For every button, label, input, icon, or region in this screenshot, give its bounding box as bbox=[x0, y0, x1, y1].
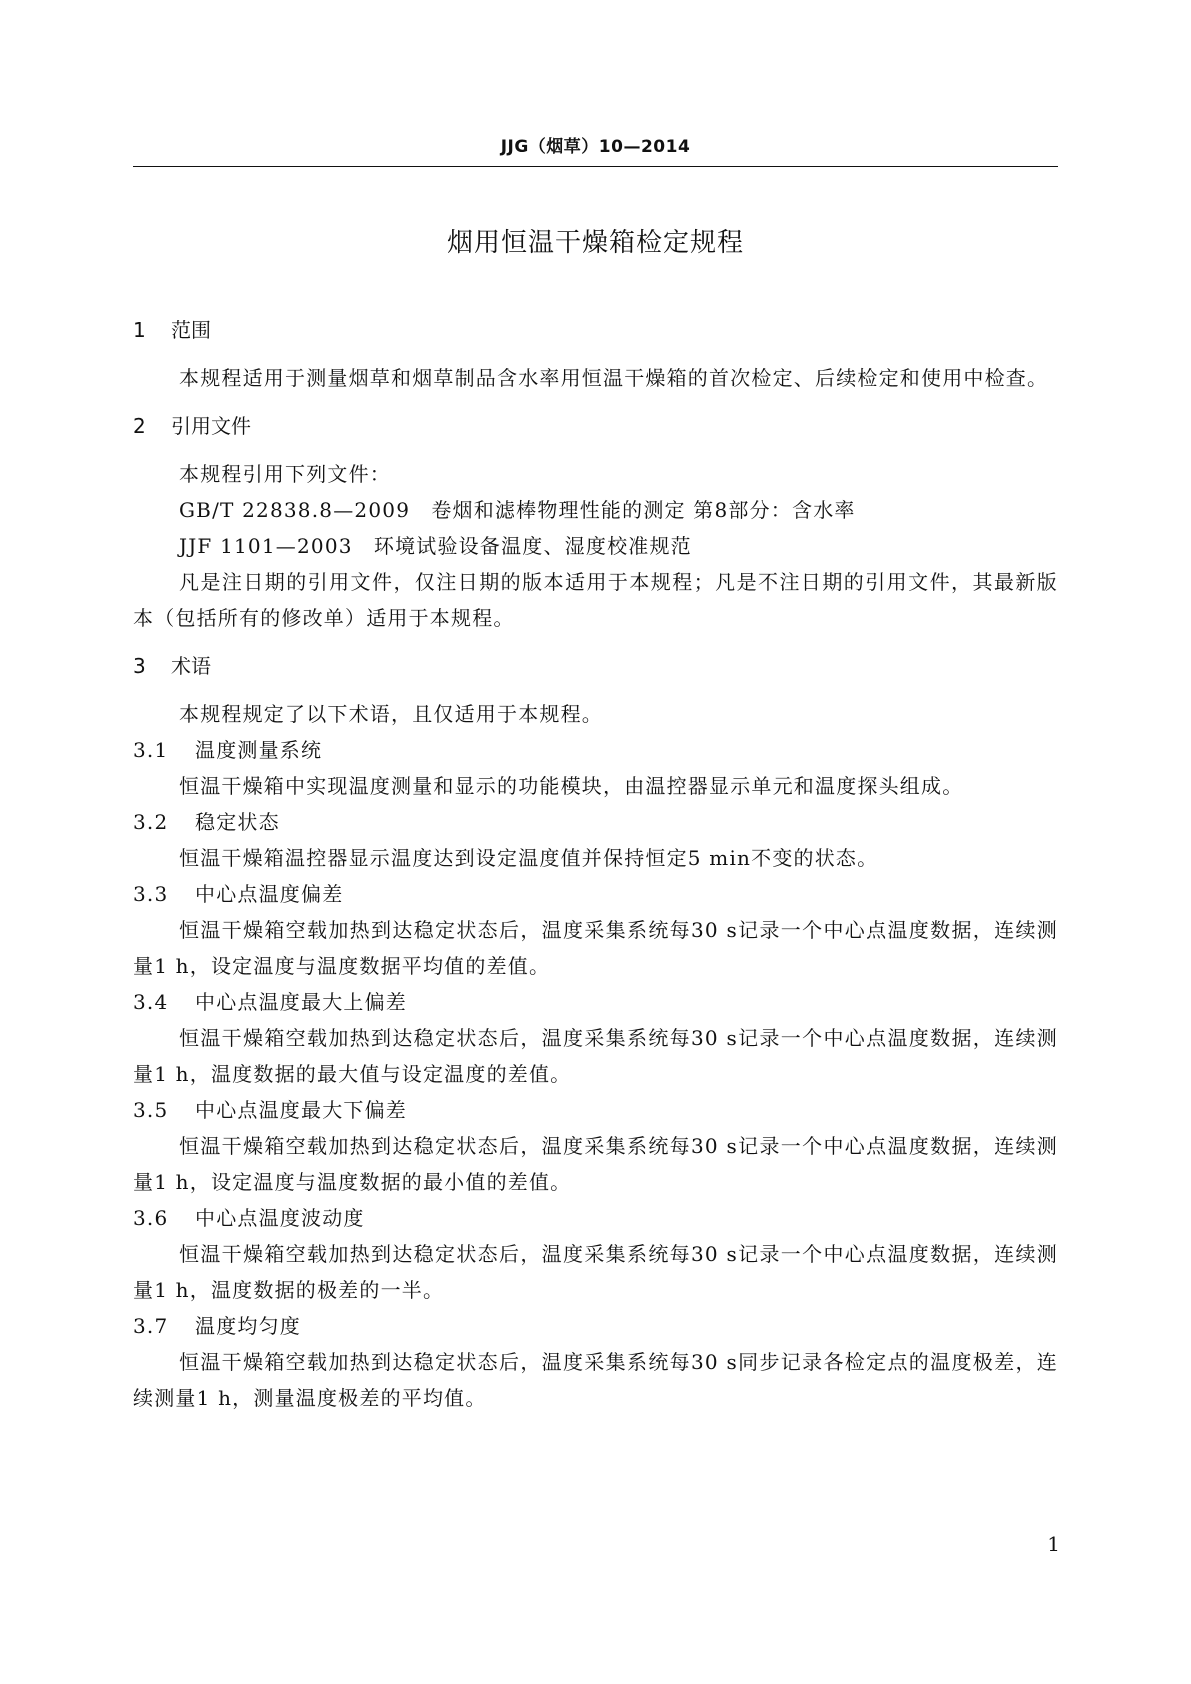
term-heading bbox=[133, 732, 1058, 768]
section-title: 术语 bbox=[171, 654, 211, 678]
document-body bbox=[133, 312, 1058, 1416]
term-number: 3.3 bbox=[133, 882, 169, 906]
section-number: 1 bbox=[133, 318, 146, 342]
term-heading bbox=[133, 876, 1058, 912]
references-note: 凡是注日期的引用文件，仅注日期的版本适用于本规程；凡是不注日期的引用文件，其最新版本（包括所有的修改单）适用于本规程。 bbox=[133, 570, 1058, 630]
reference-item: GB/T 22838.8—2009 卷烟和滤棒物理性能的测定 第8部分：含水率 bbox=[179, 498, 856, 522]
term-definition: 恒温干燥箱空载加热到达稳定状态后，温度采集系统每30 s记录一个中心点温度数据，连续测量1 h，设定温度与温度数据的最小值的差值。 bbox=[133, 1134, 1058, 1194]
term-definition: 恒温干燥箱中实现温度测量和显示的功能模块，由温控器显示单元和温度探头组成。 bbox=[179, 774, 964, 798]
term-number: 3.6 bbox=[133, 1206, 169, 1230]
page-number: 1 bbox=[1047, 1532, 1060, 1556]
term-definition: 恒温干燥箱空载加热到达稳定状态后，温度采集系统每30 s记录一个中心点温度数据，连续测量1 h，温度数据的极差的一半。 bbox=[133, 1242, 1058, 1302]
section-title: 引用文件 bbox=[171, 414, 251, 438]
references-intro: 本规程引用下列文件： bbox=[179, 462, 391, 486]
term-name: 温度均匀度 bbox=[195, 1314, 301, 1338]
term-definition: 恒温干燥箱空载加热到达稳定状态后，温度采集系统每30 s记录一个中心点温度数据，连续测量1 h，设定温度与温度数据平均值的差值。 bbox=[133, 918, 1058, 978]
header-rule bbox=[133, 166, 1058, 167]
section-heading-scope bbox=[133, 312, 1058, 348]
term-heading bbox=[133, 1092, 1058, 1128]
term-number: 3.7 bbox=[133, 1314, 169, 1338]
term-name: 温度测量系统 bbox=[195, 738, 323, 762]
term-number: 3.1 bbox=[133, 738, 169, 762]
section-heading-references bbox=[133, 408, 1058, 444]
term-definition: 恒温干燥箱空载加热到达稳定状态后，温度采集系统每30 s记录一个中心点温度数据，连续测量1 h，温度数据的最大值与设定温度的差值。 bbox=[133, 1026, 1058, 1086]
document-title: 烟用恒温干燥箱检定规程 bbox=[446, 228, 744, 258]
section-number: 2 bbox=[133, 414, 146, 438]
term-number: 3.4 bbox=[133, 990, 169, 1014]
term-number: 3.2 bbox=[133, 810, 169, 834]
scope-paragraph: 本规程适用于测量烟草和烟草制品含水率用恒温干燥箱的首次检定、后续检定和使用中检查。 bbox=[179, 366, 1049, 390]
term-heading bbox=[133, 804, 1058, 840]
term-heading bbox=[133, 1308, 1058, 1344]
term-name: 中心点温度最大下偏差 bbox=[195, 1098, 407, 1122]
term-name: 中心点温度偏差 bbox=[195, 882, 344, 906]
term-name: 中心点温度波动度 bbox=[195, 1206, 365, 1230]
terms-intro: 本规程规定了以下术语，且仅适用于本规程。 bbox=[179, 702, 603, 726]
standard-code-header: JJG（烟草）10—2014 bbox=[500, 137, 691, 157]
section-number: 3 bbox=[133, 654, 146, 678]
term-name: 稳定状态 bbox=[195, 810, 280, 834]
term-heading bbox=[133, 984, 1058, 1020]
section-heading-terms bbox=[133, 648, 1058, 684]
term-definition: 恒温干燥箱温控器显示温度达到设定温度值并保持恒定5 min不变的状态。 bbox=[179, 846, 879, 870]
term-name: 中心点温度最大上偏差 bbox=[195, 990, 407, 1014]
reference-item: JJF 1101—2003 环境试验设备温度、湿度校准规范 bbox=[179, 534, 692, 558]
term-number: 3.5 bbox=[133, 1098, 169, 1122]
term-heading bbox=[133, 1200, 1058, 1236]
section-title: 范围 bbox=[171, 318, 211, 342]
term-definition: 恒温干燥箱空载加热到达稳定状态后，温度采集系统每30 s同步记录各检定点的温度极差，连续测量1 h，测量温度极差的平均值。 bbox=[133, 1350, 1058, 1410]
